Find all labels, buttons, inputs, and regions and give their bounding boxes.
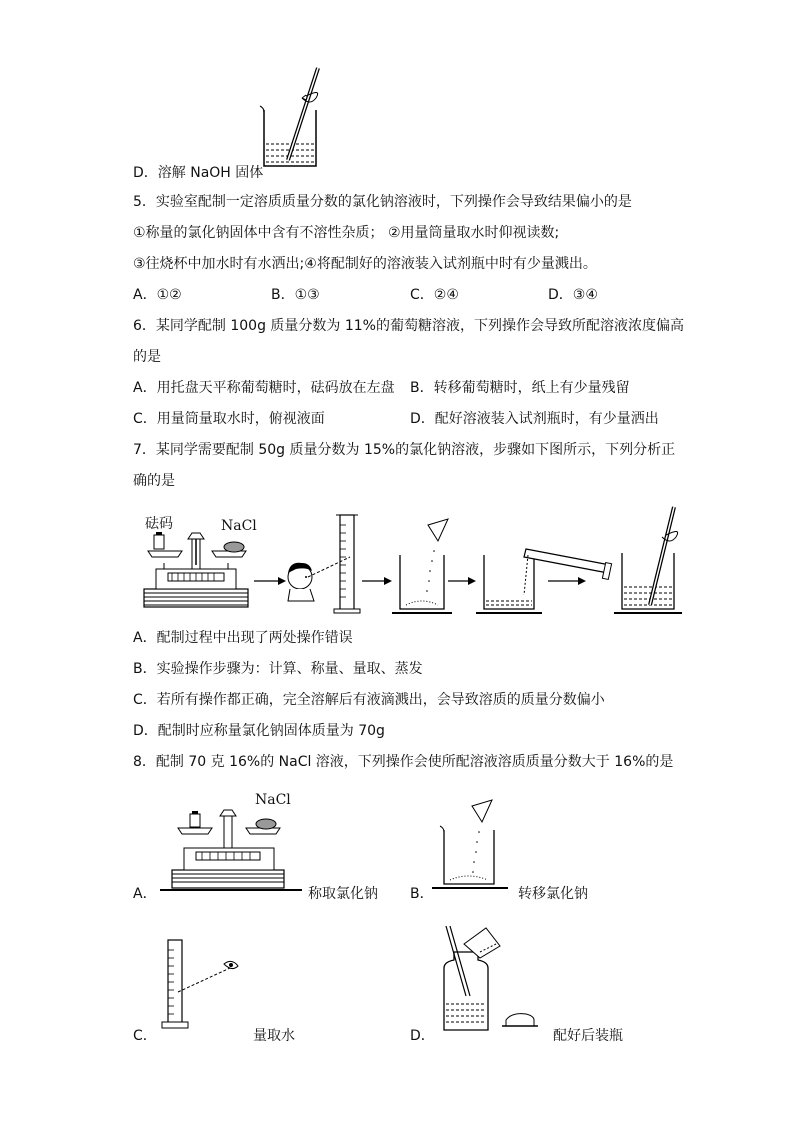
q5-option-d: D．③④ (548, 287, 598, 303)
q8-option-a-caption: 称取氯化钠 (308, 886, 378, 902)
q7-option-d: D．配制时应称量氯化钠固体质量为 70g (133, 723, 385, 739)
q8-option-c-letter: C． (133, 1028, 157, 1044)
q8-option-b-letter: B． (410, 886, 434, 902)
q5-line3: ③往烧杯中加水时有水洒出;④将配制好的溶液装入试剂瓶中时有少量溅出。 (133, 256, 597, 272)
q5-stem: 5．实验室配制一定溶质质量分数的氯化钠溶液时，下列操作会导致结果偏小的是 (133, 194, 632, 210)
q5-line2: ①称量的氯化钠固体中含有不溶性杂质； ②用量筒量取水时仰视读数; (133, 225, 560, 241)
student-reading-icon (288, 563, 314, 601)
q7-stem-cont: 确的是 (133, 473, 175, 489)
q8-stem: 8．配制 70 克 16%的 NaCl 溶液，下列操作会使所配溶液溶质质量分数大于 16%的是 (133, 754, 674, 770)
q6-option-c: C．用量筒量取水时，俯视液面 (133, 411, 325, 427)
q6-stem-cont: 的是 (133, 349, 161, 365)
q5-option-c: C．②④ (410, 287, 459, 303)
stirring-beaker-icon (614, 507, 682, 613)
q7-option-a: A．配制过程中出现了两处操作错误 (133, 630, 353, 646)
q8-option-c-caption: 量取水 (253, 1028, 295, 1044)
q7-nacl-label: NaCl (221, 518, 257, 534)
q8-option-d-letter: D． (410, 1028, 435, 1044)
q6-stem: 6．某同学配制 100g 质量分数为 11%的葡萄糖溶液，下列操作会导致所配溶液浓度偏高 (133, 318, 684, 334)
q4-option-d: D．溶解 NaOH 固体 (133, 165, 264, 181)
q5-option-a: A．①② (133, 287, 182, 303)
dissolving-beaker-figure (258, 66, 328, 170)
q8-transfer-figure (432, 796, 512, 892)
q8-bottling-figure (436, 922, 542, 1034)
q8-balance-figure (160, 800, 302, 894)
bottle-stopper-icon (506, 1014, 534, 1026)
q5-option-b: B．①③ (271, 287, 320, 303)
q7-stem: 7．某同学需要配制 50g 质量分数为 15%的氯化钠溶液，步骤如下图所示，下列分析正 (133, 442, 676, 458)
pouring-water-icon (476, 549, 612, 613)
q7-option-b: B．实验操作步骤为：计算、称量、量取、蒸发 (133, 661, 423, 677)
q6-option-b: B．转移葡萄糖时，纸上有少量残留 (410, 380, 630, 396)
q6-option-a: A．用托盘天平称葡萄糖时，砝码放在左盘 (133, 380, 395, 396)
q7-procedure-figure (138, 505, 698, 617)
q7-option-c: C．若所有操作都正确，完全溶解后有液滴溅出，会导致溶质的质量分数偏小 (133, 692, 605, 708)
graduated-cylinder-icon (308, 515, 360, 613)
q8-option-d-caption: 配好后装瓶 (553, 1028, 623, 1044)
transfer-beaker-icon (392, 519, 452, 613)
balance-icon (144, 532, 248, 607)
q7-weights-label: 砝码 (145, 516, 173, 532)
q8-measure-figure (158, 936, 248, 1032)
q6-option-d: D．配好溶液装入试剂瓶时，有少量洒出 (410, 411, 659, 427)
q8-option-a-letter: A． (133, 886, 157, 902)
q8-nacl-label: NaCl (255, 792, 291, 808)
q8-option-b-caption: 转移氯化钠 (518, 886, 588, 902)
